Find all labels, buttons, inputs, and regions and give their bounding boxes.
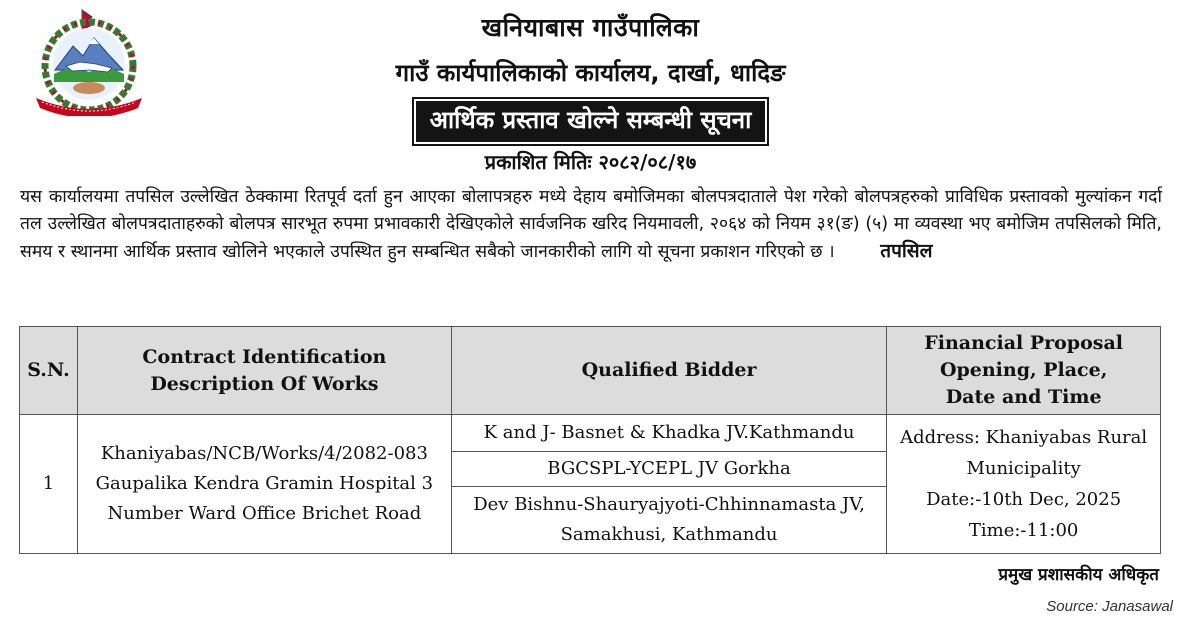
cell-contract: Khaniyabas/NCB/Works/4/2082-083 Gaupalika Kendra Gramin Hospital 3 Number Ward Office Brichet Road: [77, 415, 451, 554]
municipality-name: खनियाबास गाउँपालिका: [481, 13, 700, 42]
header-bidder: Qualified Bidder: [451, 327, 886, 415]
cell-bidder-2: BGCSPL-YCEPL JV Gorkha: [451, 452, 886, 487]
cell-bidder-3: Dev Bishnu-Shauryajyoti-Chhinnamasta JV, Samakhusi, Kathmandu: [451, 487, 886, 554]
table-row: [20, 415, 1161, 452]
published-date: प्रकाशित मितिः २०८२/०८/१७: [484, 150, 697, 174]
notice-body: [20, 184, 1162, 266]
office-name: गाउँ कार्यपालिकाको कार्यालय, दार्खा, धादिङ: [395, 59, 786, 87]
cell-bidder-1: K and J- Basnet & Khadka JV.Kathmandu: [451, 415, 886, 452]
table-header-row: [20, 327, 1161, 415]
header-opening: Financial Proposal Opening, Place, Date and Time: [887, 327, 1161, 415]
notice-paragraph: यस कार्यालयमा तपसिल उल्लेखित ठेक्कामा रितपूर्व दर्ता हुन आएका बोलापत्रहरु मध्ये देहाय बमोजिमका बोलपत्रदाताले पेश गरेको बोलपत्रहरुको प्राविधिक प्रस्तावको मुल्यांकन गर्दा तल उल्लेखित बोलपत्रदाताहरुको बोलपत्र सारभूत रुपमा प्रभावकारी देखिएकोले सार्वजनिक खरिद नियमावली, २०६४ को नियम ३१(ङ) (५) मा व्यवस्था भए बमोजिम तपसिलको मिति, समय र स्थानमा आर्थिक प्रस्ताव खोलिने भएकाले उपस्थित हुन सम्बन्धित सबैको जानकारीको लागि यो सूचना प्रकाशन गरिएको छ ।: [20, 187, 1162, 262]
cell-opening: Address: Khaniyabas Rural Municipality Date:-10th Dec, 2025 Time:-11:00: [887, 415, 1161, 554]
signature-title: प्रमुख प्रशासकीय अधिकृत: [998, 565, 1159, 585]
header-sn: S.N.: [20, 327, 78, 415]
bidder-table: [19, 326, 1161, 554]
cell-sn: 1: [20, 415, 78, 554]
notice-title-banner: आर्थिक प्रस्ताव खोल्ने सम्बन्धी सूचना: [416, 101, 766, 142]
header-contract: Contract Identification Description Of Works: [77, 327, 451, 415]
source-credit: Source: Janasawal: [1046, 598, 1173, 615]
tapsil-heading: तपसिल: [880, 240, 933, 262]
